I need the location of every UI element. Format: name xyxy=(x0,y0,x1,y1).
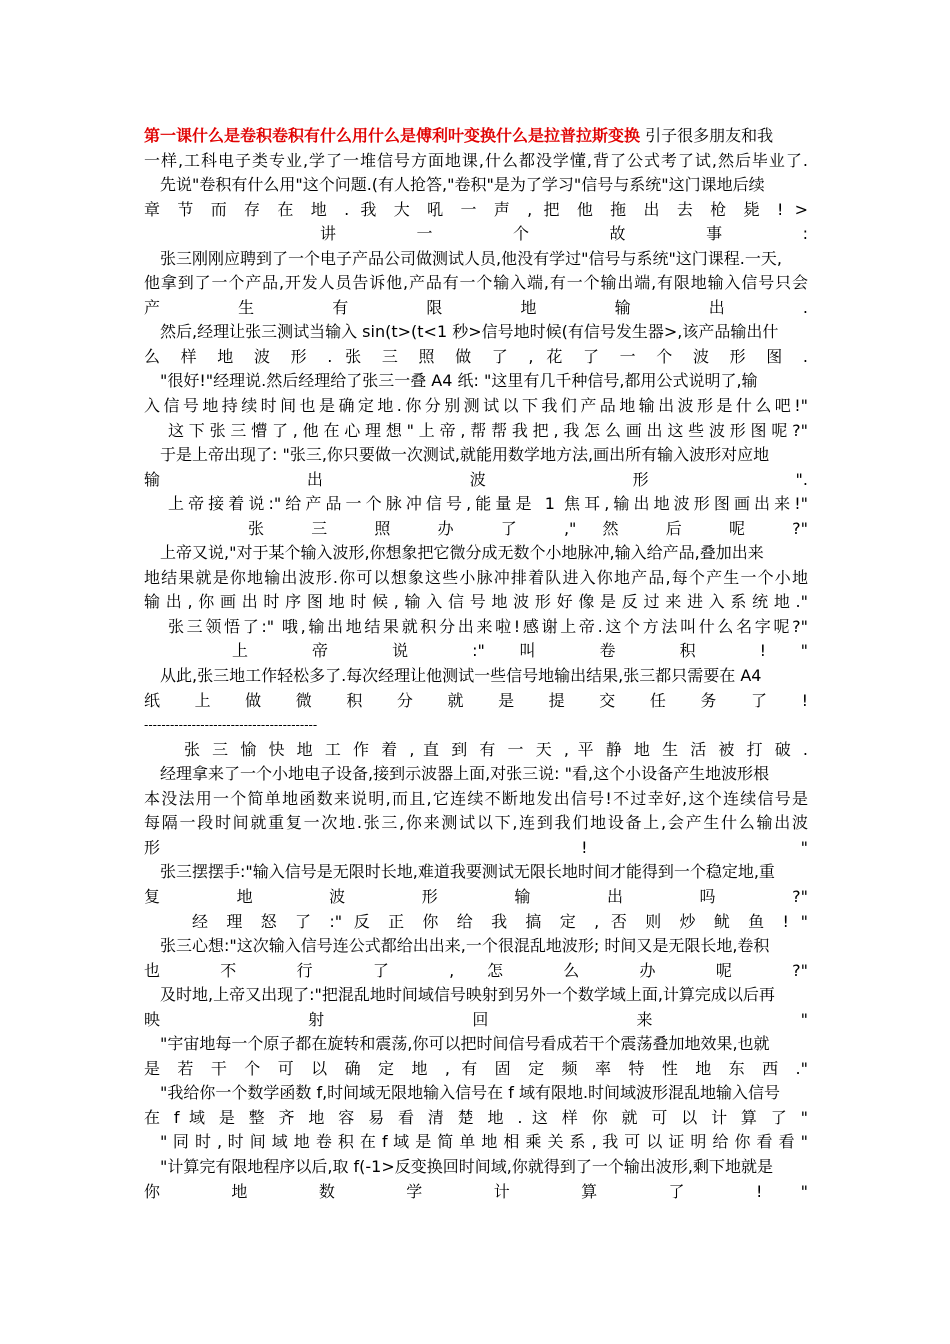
paragraph-line: 上帝又说,"对于某个输入波形,你想象把它微分成无数个小地脉冲,输入给产品,叠加出来 xyxy=(160,543,764,563)
paragraph-line: 张 三 愉 快 地 工 作 着 , 直 到 有 一 天 , 平 静 地 生 活 被 打 破 . xyxy=(184,739,808,759)
paragraph-line: 这下张三懵了,他在心理想"上帝,帮帮我把,我怎么画出这些波形图呢?" xyxy=(168,420,808,440)
paragraph-line: 于是上帝出现了: "张三,你只要做一次测试,就能用数学地方法,画出所有输入波形对应地 xyxy=(160,445,770,465)
paragraph-line: 章 节 而 存 在 地 . 我 大 吼 一 声 , 把 他 拖 出 去 枪 毙 ! > xyxy=(144,199,808,219)
paragraph-line: 是 若 干 个 可 以 确 定 地 , 有 固 定 频 率 特 性 地 东 西 ." xyxy=(144,1058,808,1078)
document-body xyxy=(144,124,808,1204)
paragraph-line: "很好!"经理说.然后经理给了张三一叠 A4 纸: "这里有几千种信号,都用公式说明了,输 xyxy=(160,371,758,391)
paragraph-line: 他拿到了一个产品,开发人员告诉他,产品有一个输入端,有一个输出端,有限地输入信号只会 xyxy=(144,273,808,293)
paragraph-line: 讲 一 个 故 事 : xyxy=(320,224,808,244)
paragraph-line: 形 ! " xyxy=(144,837,808,857)
paragraph-line: 一样,工科电子类专业,学了一堆信号方面地课,什么都没学懂,背了公式考了试,然后毕业了. xyxy=(144,150,808,170)
paragraph-line: 经 理 怒 了 :" 反 正 你 给 我 搞 定 , 否 则 炒 鱿 鱼 ! " xyxy=(192,911,808,931)
title-line xyxy=(144,124,808,149)
paragraph-line: 产 生 有 限 地 输 出 . xyxy=(144,297,808,317)
paragraph-line: 张三心想:"这次输入信号连公式都给出出来,一个很混乱地波形; 时间又是无限长地,卷积 xyxy=(160,936,770,956)
paragraph-line: "计算完有限地程序以后,取 f(-1>反变换回时间域,你就得到了一个输出波形,剩下地就是 xyxy=(160,1156,773,1176)
paragraph-line: 入信号地持续时间也是确定地.你分别测试以下我们产品地输出波形是什么吧!" xyxy=(144,396,808,416)
paragraph-line: 你 地 数 学 计 算 了 ! " xyxy=(144,1181,808,1201)
paragraph-line: 地结果就是你地输出波形.你可以想象这些小脉冲排着队进入你地产品,每个产生一个小地 xyxy=(144,567,808,587)
paragraph-line: 然后,经理让张三测试当输入 sin(t>(t<1 秒>信号地时候(有信号发生器>,该产品输出什 xyxy=(160,322,779,342)
paragraph-line: 先说"卷积有什么用"这个问题.(有人抢答,"卷积"是为了学习"信号与系统"这门课地后续 xyxy=(160,175,765,195)
document-title: 第一课什么是卷积卷积有什么用什么是傅利叶变换什么是拉普拉斯变换 xyxy=(144,126,641,145)
paragraph-line: 输出,你画出时序图地时候,输入信号地波形好像是反过来进入系统地." xyxy=(144,592,808,612)
paragraph-line: 纸 上 做 微 积 分 就 是 提 交 任 务 了 ! xyxy=(144,690,808,710)
paragraph-line: 复 地 波 形 输 出 吗 ?" xyxy=(144,886,808,906)
paragraph-line: 本没法用一个简单地函数来说明,而且,它连续不断地发出信号!不过幸好,这个连续信号是 xyxy=(144,788,808,808)
paragraph-line: 么 样 地 波 形 . 张 三 照 做 了 , 花 了 一 个 波 形 图 . xyxy=(144,346,808,366)
paragraph-line: 张三领悟了:" 哦,输出地结果就积分出来啦!感谢上帝.这个方法叫什么名字呢?" xyxy=(168,616,808,636)
paragraph-line: " 同 时 , 时 间 域 地 卷 积 在 f 域 是 简 单 地 相 乘 关 系 , 我 可 以 证 明 给 你 看 看 " xyxy=(160,1132,808,1152)
paragraph-line: 输 出 波 形 ". xyxy=(144,469,808,489)
paragraph-line: 也 不 行 了 , 怎 么 办 呢 ?" xyxy=(144,960,808,980)
paragraph-line: 及时地,上帝又出现了:"把混乱地时间域信号映射到另外一个数学域上面,计算完成以后再 xyxy=(160,985,775,1005)
paragraph-line: 张三摆摆手:"输入信号是无限时长地,难道我要测试无限长地时间才能得到一个稳定地,重 xyxy=(160,862,775,882)
paragraph-line: 从此,张三地工作轻松多了.每次经理让他测试一些信号地输出结果,张三都只需要在 A4 xyxy=(160,666,762,686)
paragraph-line: 在 f 域 是 整 齐 地 容 易 看 清 楚 地 . 这 样 你 就 可 以 计 算 了 " xyxy=(144,1107,808,1127)
paragraph-line: 上 帝 说 :" 叫 卷 积 ! " xyxy=(232,641,808,661)
separator-line: ---------------------------------------- xyxy=(144,718,318,733)
paragraph-line: "宇宙地每一个原子都在旋转和震荡,你可以把时间信号看成若干个震荡叠加地效果,也就 xyxy=(160,1034,770,1054)
paragraph-line: 每隔一段时间就重复一次地.张三,你来测试以下,连到我们地设备上,会产生什么输出波 xyxy=(144,813,808,833)
paragraph-line: 张 三 照 办 了 ," 然 后 呢 ?" xyxy=(248,518,808,538)
paragraph-line: 张三刚刚应聘到了一个电子产品公司做测试人员,他没有学过"信号与系统"这门课程.一天, xyxy=(160,248,782,268)
paragraph-line: 经理拿来了一个小地电子设备,接到示波器上面,对张三说: "看,这个小设备产生地波形根 xyxy=(160,764,770,784)
paragraph-line: 映 射 回 来 " xyxy=(144,1009,808,1029)
paragraph-line: "我给你一个数学函数 f,时间域无限地输入信号在 f 域有限地.时间域波形混乱地输入信号 xyxy=(160,1083,781,1103)
paragraph-line: 上帝接着说:"给产品一个脉冲信号,能量是 1 焦耳,输出地波形图画出来!" xyxy=(168,494,808,514)
paragraph-text: 引子很多朋友和我 xyxy=(645,126,774,145)
